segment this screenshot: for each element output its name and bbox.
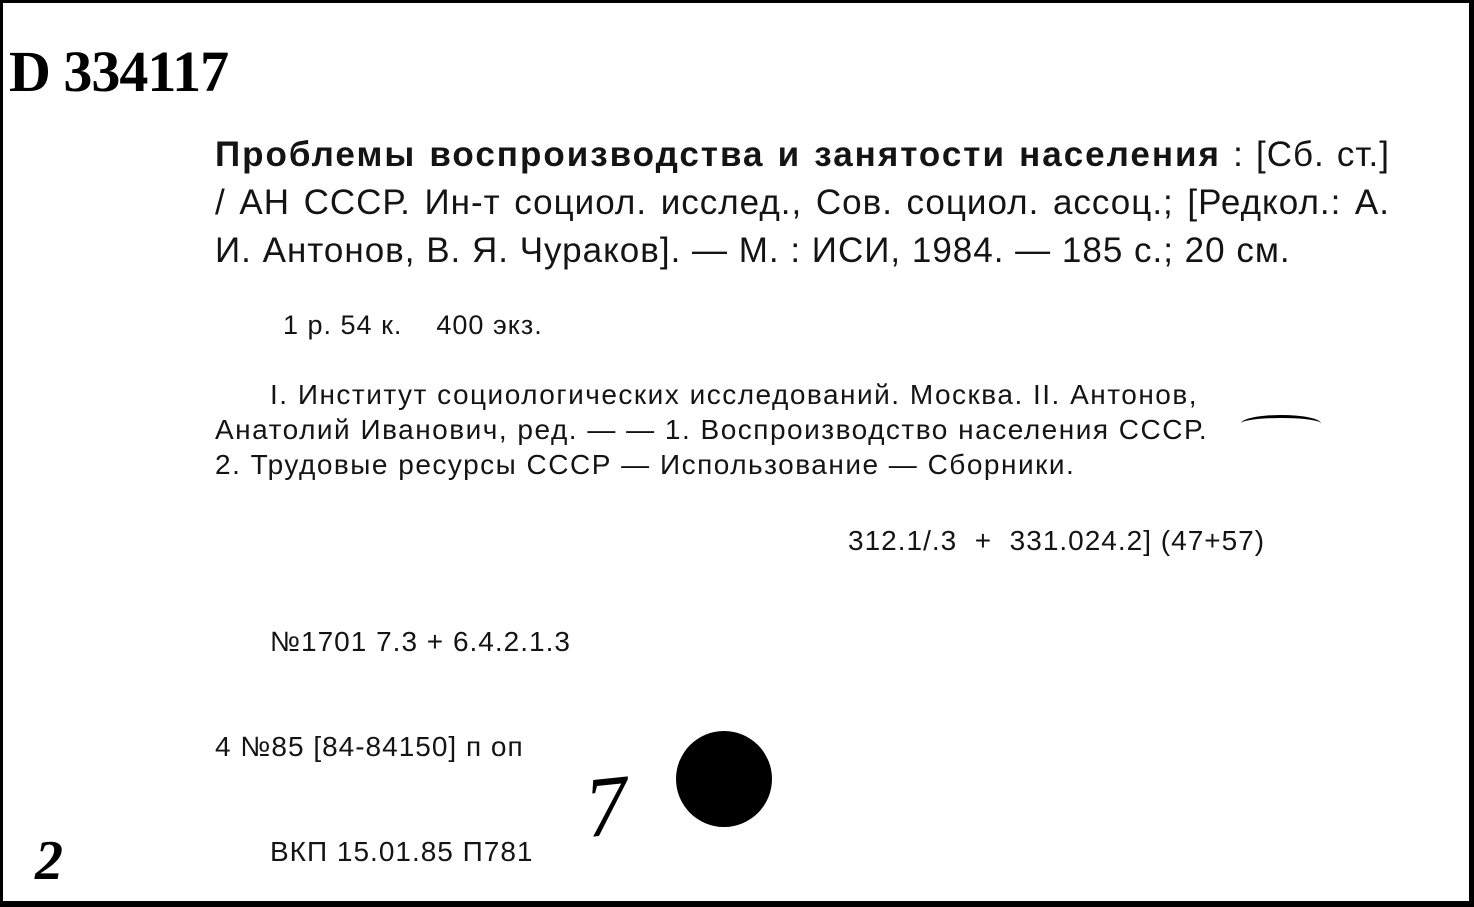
technical-info [215,554,571,907]
tracings [215,377,1390,482]
udc-classification: 312.1/.3 + 331.024.2] (47+57) [848,525,1266,556]
call-number: D 334117 [9,39,229,104]
handwritten-seven: 7 [580,756,633,856]
tracing-line: I. Институт социологических исследований. Москва. II. Антонов, [270,379,1199,410]
pen-underline-mark [1241,415,1321,432]
tracing-line: 2. Трудовые ресурсы СССР — Использование — Сборники. [215,449,1076,480]
tech-line: №1701 7.3 + 6.4.2.1.3 [270,626,571,657]
bibliographic-description [215,131,1390,275]
tech-line: ВКП 15.01.85 П781 [270,836,534,867]
tracing-line: Анатолий Иванович, ред. — — 1. Воспроизводство населения СССР. [215,414,1209,445]
punched-hole-dot [676,731,772,827]
book-title: Проблемы воспроизводства и занятости населения [215,135,1221,174]
description-rest: : [Сб. ст.] / АН СССР. Ин-т социол. исслед., Сов. социол. ассоц.; [Редкол.: А. И. Антонов, В. Я. Чураков]. — М. : ИСИ, 1984. — 185 с.; 20 см. [215,135,1390,270]
price-and-print-run: 1 р. 54 к. 400 экз. [283,310,543,340]
tech-line: 4 №85 [84-84150] п оп [215,731,524,762]
handwritten-two: 2 [35,830,63,892]
